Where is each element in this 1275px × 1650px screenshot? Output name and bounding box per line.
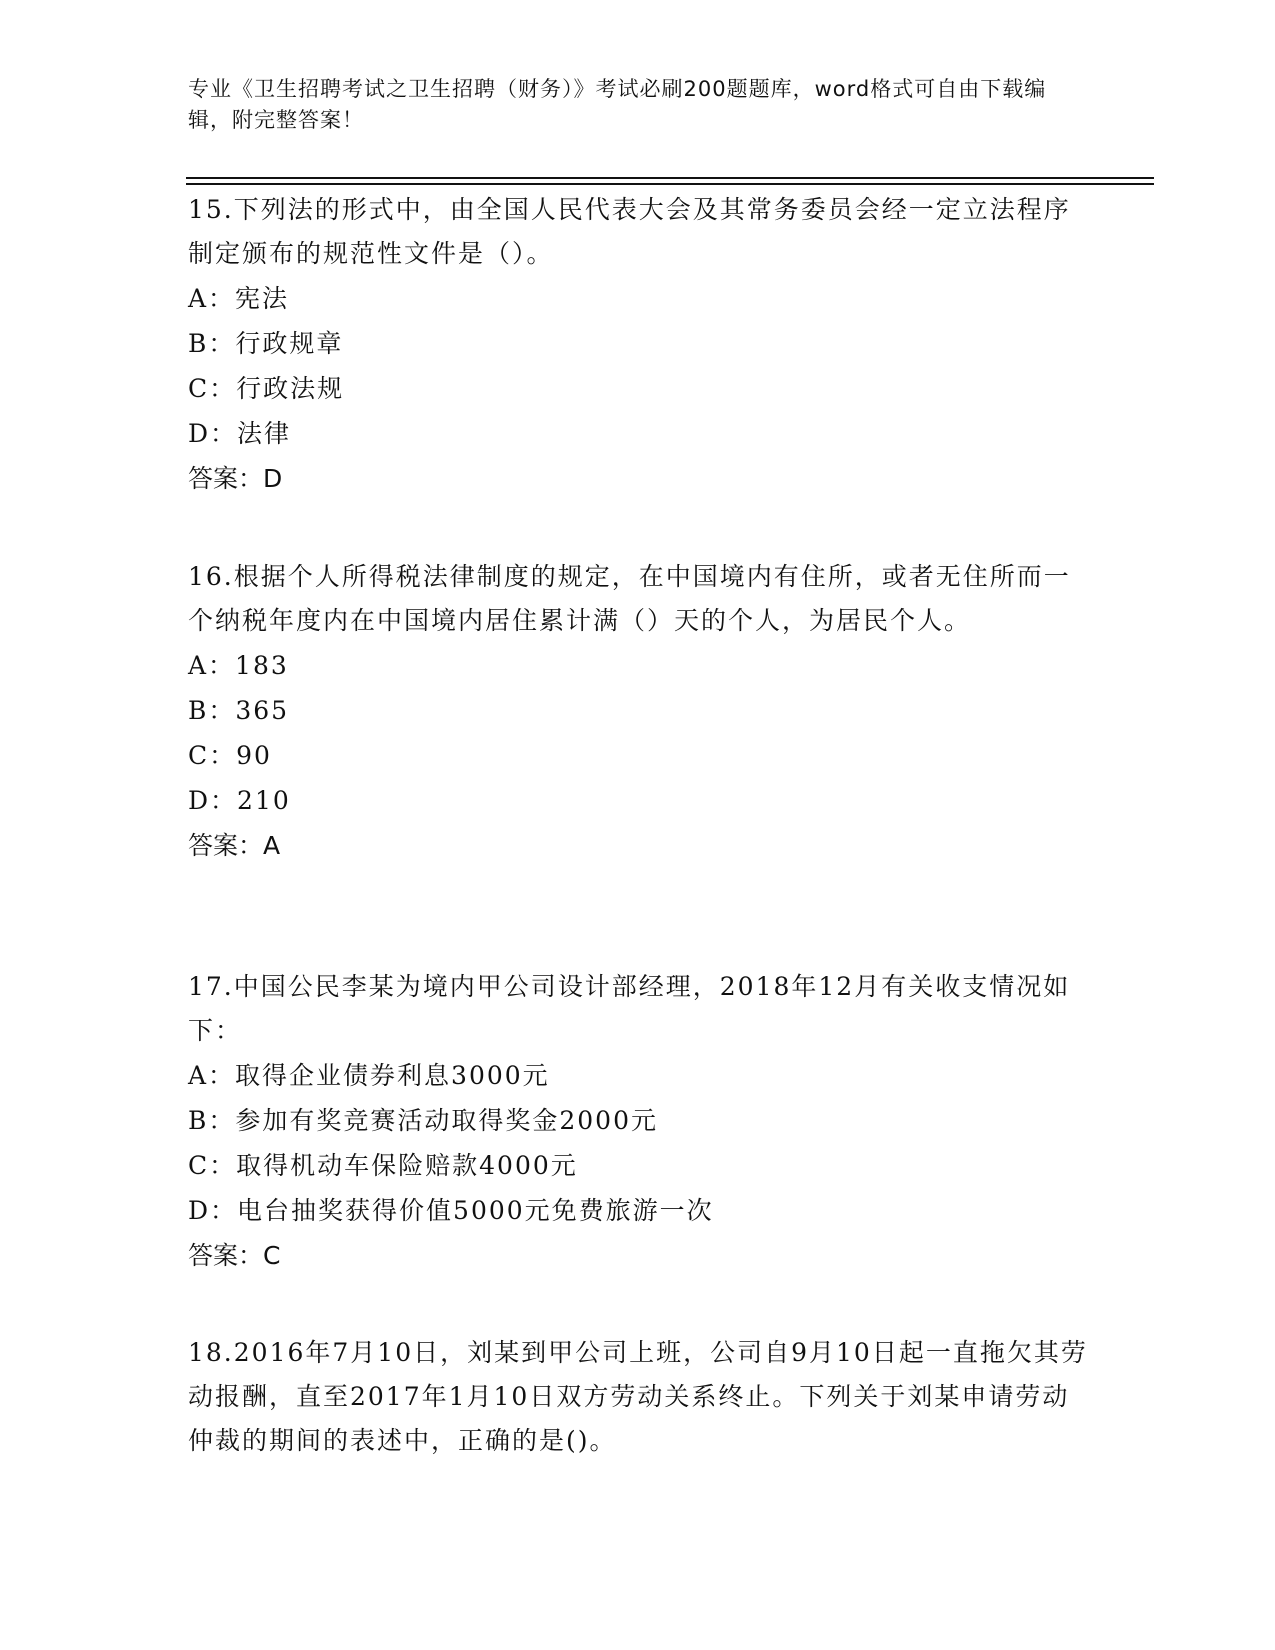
option-b: B：参加有奖竞赛活动取得奖金2000元 [188,1106,658,1135]
option-d: D：210 [188,786,291,815]
option-a: A：取得企业债券利息3000元 [188,1061,550,1090]
document-intro: 专业《卫生招聘考试之卫生招聘（财务）》考试必刷200题题库，word格式可自由下载编辑，附完整答案！ [188,77,1047,132]
option-c: C：90 [188,741,272,770]
option-d: D：电台抽奖获得价值5000元免费旅游一次 [188,1196,714,1225]
answer-label: 答案：D [188,464,283,493]
question-stem: 15.下列法的形式中，由全国人民代表大会及其常务委员会经一定立法程序制定颁布的规范性文件是（）。 [188,195,1071,268]
question-18 [188,1331,1088,1463]
question-stem: 16.根据个人所得税法律制度的规定，在中国境内有住所，或者无住所而一个纳税年度内在中国境内居住累计满（）天的个人，为居民个人。 [188,562,1071,635]
question-17 [188,965,1088,1278]
question-16 [188,555,1088,868]
header-rule-top [186,177,1154,179]
option-a: A：宪法 [188,284,290,313]
option-c: C：取得机动车保险赔款4000元 [188,1151,578,1180]
option-b: B：行政规章 [188,329,344,358]
question-15 [188,188,1088,501]
question-stem: 18.2016年7月10日，刘某到甲公司上班，公司自9月10日起一直拖欠其劳动报酬，直至2017年1月10日双方劳动关系终止。下列关于刘某申请劳动仲裁的期间的表述中，正确的是()。 [188,1338,1088,1455]
answer-label: 答案：C [188,1241,281,1270]
option-a: A：183 [188,651,289,680]
option-d: D：法律 [188,419,292,448]
answer-label: 答案：A [188,831,281,860]
option-b: B：365 [188,696,290,725]
header-rule-bottom [186,183,1154,185]
question-stem: 17.中国公民李某为境内甲公司设计部经理，2018年12月有关收支情况如下： [188,972,1071,1045]
option-c: C：行政法规 [188,374,345,403]
